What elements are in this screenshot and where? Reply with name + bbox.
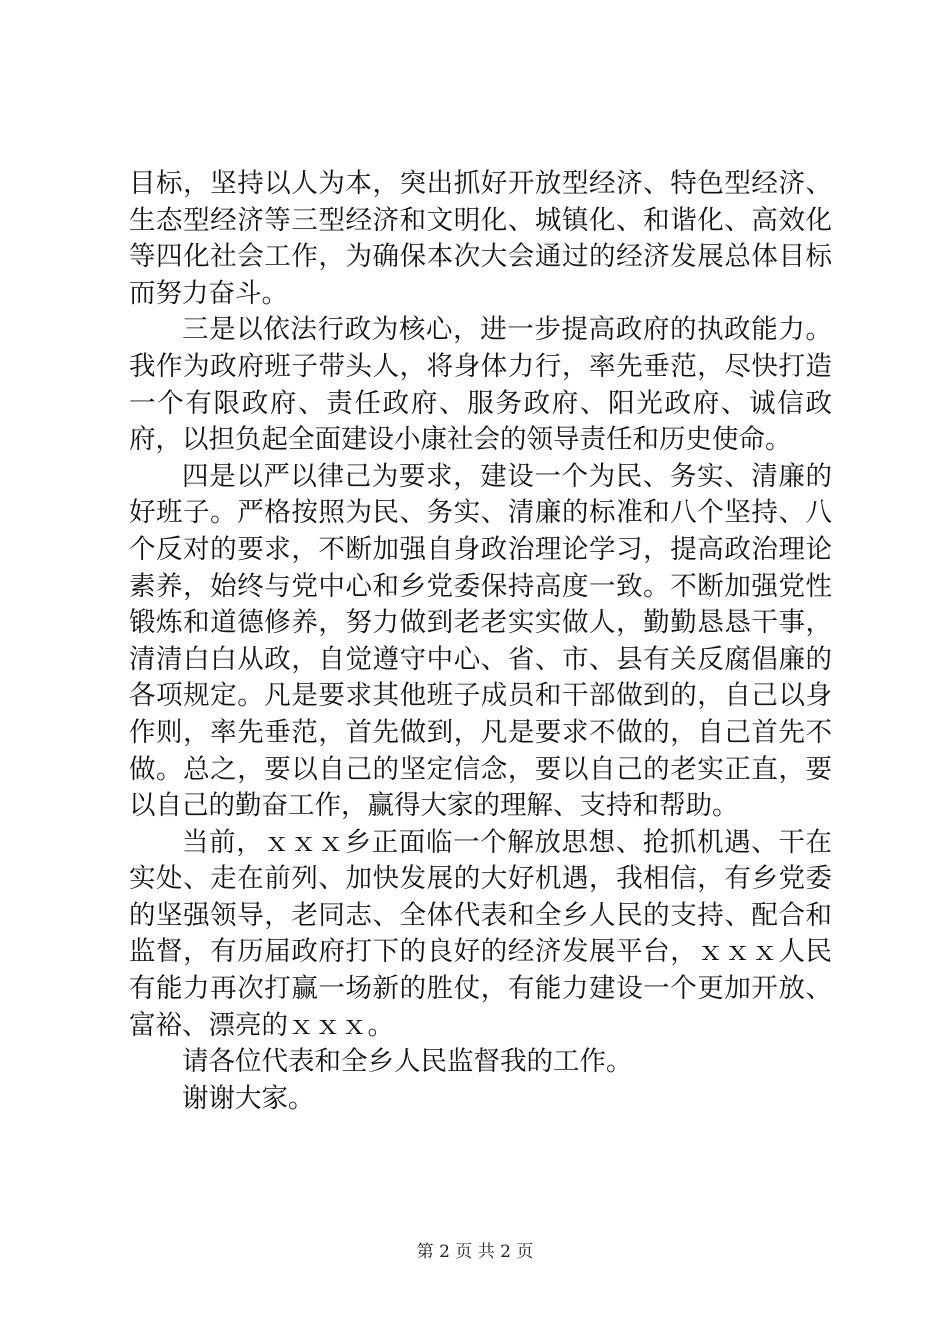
paragraph-3: 四是以严以律己为要求，建设一个为民、务实、清廉的好班子。严格按照为民、务实、清廉的标准和八个坚持、八个反对的要求，不断加强自身政治理论学习，提高政治理论素养，始终与党中心和乡党委保持高度一致。不断加强党性锻炼和道德修养，努力做到老老实实做人，勤勤恳恳干事，清清白白从政，自觉遵守中心、省、市、县有关反腐倡廉的各项规定。凡是要求其他班子成员和干部做到的，自己以身作则，率先垂范，首先做到，凡是要求不做的，自己首先不做。总之，要以自己的坚定信念，要以自己的老实正直，要以自己的勤奋工作，赢得大家的理解、支持和帮助。 (129, 460, 832, 822)
paragraph-5: 请各位代表和全乡人民监督我的工作。 (182, 1046, 633, 1078)
page-footer (0, 1241, 950, 1263)
document-body (129, 166, 832, 1117)
paragraph-1: 目标，坚持以人为本，突出抓好开放型经济、特色型经济、生态型经济等三型经济和文明化、城镇化、和谐化、高效化等四化社会工作，为确保本次大会通过的经济发展总体目标而努力奋斗。 (129, 168, 832, 309)
paragraph-2: 三是以依法行政为核心，进一步提高政府的执政能力。我作为政府班子带头人，将身体力行，率先垂范，尽快打造一个有限政府、责任政府、服务政府、阳光政府、诚信政府，以担负起全面建设小康社会的领导责任和历史使命。 (129, 314, 832, 456)
page-number-label: 第 2 页 共 2 页 (416, 1242, 534, 1262)
paragraph-6: 谢谢大家。 (182, 1082, 315, 1114)
paragraph-4: 当前，ｘｘｘ乡正面临一个解放思想、抢抓机遇、干在实处、走在前列、加快发展的大好机遇，我相信，有乡党委的坚强领导，老同志、全体代表和全乡人民的支持、配合和监督，有历届政府打下的良好的经济发展平台，ｘｘｘ人民有能力再次打赢一场新的胜仗，有能力建设一个更加开放、富裕、漂亮的ｘｘｘ。 (129, 826, 832, 1041)
